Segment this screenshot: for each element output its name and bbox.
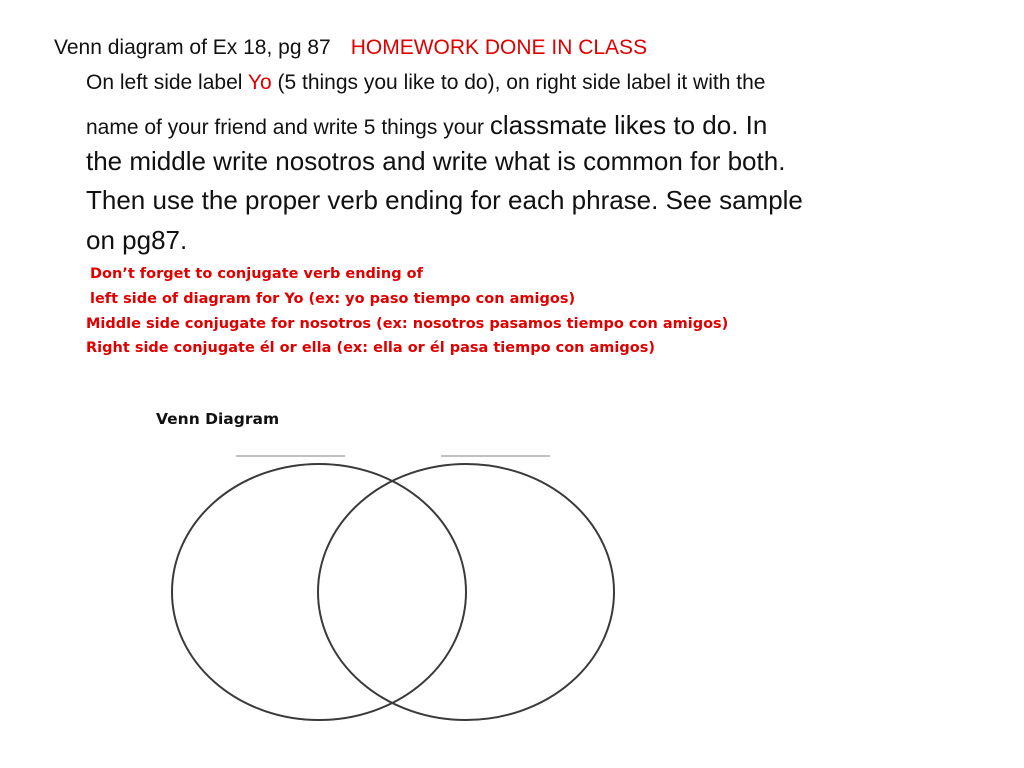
yo-label: Yo: [247, 71, 272, 94]
venn-diagram-title: Venn Diagram: [156, 410, 280, 428]
instruction-line-4: Then use the proper verb ending for each phrase. See sample: [86, 185, 803, 215]
title-main: Venn diagram of Ex 18, pg 87: [54, 36, 331, 59]
instruction-text: On left side label: [86, 71, 248, 94]
instruction-line-5: on pg87.: [86, 225, 188, 255]
conjugation-note: Don’t forget to conjugate verb ending of: [90, 266, 423, 282]
instruction-text: (5 things you like to do), on right side label it with the: [271, 71, 766, 94]
instruction-text: name of your friend and write 5 things your: [86, 116, 490, 139]
instruction-line-3: the middle write nosotros and write what is common for both.: [86, 146, 786, 176]
conjugation-note: Middle side conjugate for nosotros (ex: nosotros pasamos tiempo con amigos): [86, 316, 729, 332]
instruction-text-large: classmate likes to do. In: [489, 110, 768, 140]
homework-label: HOMEWORK DONE IN CLASS: [350, 36, 648, 59]
conjugation-note: left side of diagram for Yo (ex: yo paso tiempo con amigos): [90, 291, 576, 307]
conjugation-note: Right side conjugate él or ella (ex: ella or él pasa tiempo con amigos): [86, 340, 655, 356]
